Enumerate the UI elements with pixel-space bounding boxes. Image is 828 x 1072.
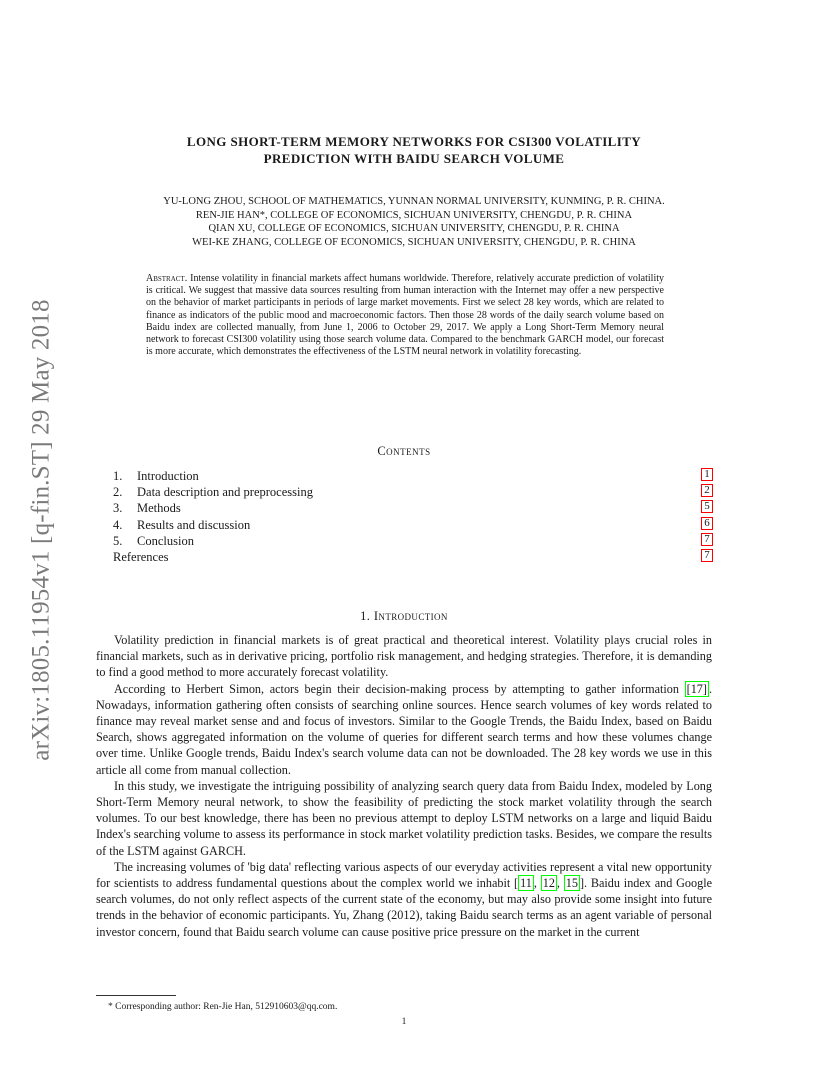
toc-item[interactable] [113, 517, 713, 533]
page-number: 1 [401, 1017, 407, 1027]
paper-title [96, 133, 732, 167]
toc-label: Results and discussion [137, 517, 251, 532]
toc-page-link[interactable]: 1 [701, 468, 713, 481]
toc-page-link[interactable]: 5 [701, 500, 713, 513]
arxiv-identifier-text: arXiv:1805.11954v1 [q-fin.ST] 29 May 2018 [28, 299, 56, 761]
citation-link[interactable]: [17] [686, 681, 707, 696]
toc-item[interactable] [113, 549, 713, 565]
toc-page-link[interactable]: 2 [701, 484, 713, 497]
table-of-contents [113, 468, 713, 565]
abstract [146, 273, 664, 358]
paragraph: According to Herbert Simon, actors begin their decision-making process by attempting to gather information [17] . Nowadays, information gathering often consists of searching online sources. Hence search volumes of key words related to finance may reveal market sense and and focus of investors. Similar to the Google Trends, the Baidu Index, based on Baidu Search, shows aggregated information on the volume of queries for different search terms and how these volumes change over time. Unlike Google trends, Baidu Index's search volume data can not be downloaded. The 28 key words we use in this article all come from manual collection. [96, 681, 712, 777]
author-list [90, 195, 738, 249]
toc-page-link[interactable]: 7 [701, 533, 713, 546]
author-line: QIAN XU, COLLEGE OF ECONOMICS, SICHUAN UNIVERSITY, CHENGDU, P. R. CHINA [208, 223, 620, 234]
author-line: REN-JIE HAN*, COLLEGE OF ECONOMICS, SICHUAN UNIVERSITY, CHENGDU, P. R. CHINA [195, 209, 633, 221]
citation-link[interactable]: 11 [520, 876, 532, 891]
author-line: YU-LONG ZHOU, SCHOOL OF MATHEMATICS, YUNNAN NORMAL UNIVERSITY, KUNMING, P. R. CHINA. [163, 196, 665, 207]
footnote: * Corresponding author: Ren-Jie Han, 512910603@qq.com. [108, 1002, 338, 1012]
title-line-1: LONG SHORT-TERM MEMORY NETWORKS FOR CSI300 VOLATILITY [186, 134, 642, 149]
paragraph: In this study, we investigate the intriguing possibility of analyzing search query data from Baidu Index, modeled by Long Short-Term Memory neural network, to show the feasibility of predicting the stock market volatility through the search volumes. To our best knowledge, there has been no previous attempt to deploy LSTM networks on a large and liquid Baidu Index's searching volume to assess its performance in stock market volatility prediction tasks. Besides, we compare the results of the LSTM against GARCH. [96, 778, 712, 858]
toc-number: 1. [113, 469, 123, 483]
toc-item[interactable] [113, 484, 713, 500]
abstract-text: Intense volatility in financial markets affect humans worldwide. Therefore, relatively accurate prediction of volatility is critical. We suggest that massive data sources resulting from human interaction with the Internet may offer a new perspective on the behavior of market participants in periods of large market movements. First we select 28 key words, which are related to finance as indicators of the public mood and macroeconomic factors. Then those 28 words of the daily search volume based on Baidu index are collected manually, from June 1, 2006 to October 29, 2017. We apply a Long Short-Term Memory neural network to forecast CSI300 volatility using those search volume data. Compared to the benchmark GARCH model, our forecast is more accurate, which demonstrates the effectiveness of the LSTM neural network in volatility forecasting. [146, 273, 665, 358]
section-heading: 1. Introduction [360, 609, 448, 623]
citation-link[interactable]: 12 [542, 876, 555, 891]
toc-number: 3. [113, 501, 123, 516]
toc-number: 5. [113, 533, 123, 548]
toc-page-link[interactable]: 6 [701, 517, 713, 530]
toc-item[interactable] [113, 533, 713, 549]
citation-link[interactable]: 15 [565, 876, 578, 891]
abstract-label: Abstract. [146, 273, 188, 284]
author-line: WEI-KE ZHANG, COLLEGE OF ECONOMICS, SICHUAN UNIVERSITY, CHENGDU, P. R. CHINA [192, 236, 636, 248]
toc-label: Methods [137, 501, 181, 516]
toc-page-link[interactable]: 7 [701, 549, 713, 562]
introduction-body [96, 632, 712, 940]
contents-heading: Contents [377, 444, 431, 458]
toc-number: 4. [113, 517, 123, 532]
paragraph: Volatility prediction in financial markets is of great practical and theoretical interest. Volatility plays crucial roles in financial markets, such as in derivative pricing, portfolio risk management, and hedging strategies. Therefore, it is demanding to find a good method to more accurately forecast volatility. [96, 633, 712, 680]
toc-label: Conclusion [137, 533, 194, 548]
toc-label: Data description and preprocessing [137, 485, 313, 500]
title-line-2: PREDICTION WITH BAIDU SEARCH VOLUME [263, 151, 565, 166]
toc-item[interactable] [113, 500, 713, 516]
toc-label: Introduction [137, 469, 199, 483]
paragraph: The increasing volumes of 'big data' reflecting various aspects of our everyday activities represent a vital new opportunity for scientists to address fundamental questions about the complex world we inhabit [ 11 , 12 , 15 ]. Baidu index and Google search volumes, do not only reflect aspects of the current state of the economy, but may also provide some insight into future trends in the behavior of economic participants. Yu, Zhang (2012), taking Baidu search terms as an agent variable of personal investor concern, found that Baidu search volume can cause positive price pressure on the market in the current [96, 859, 712, 939]
toc-number: 2. [113, 485, 123, 500]
toc-item[interactable] [113, 468, 713, 484]
toc-label: References [113, 549, 169, 564]
footnote-divider [96, 995, 176, 996]
